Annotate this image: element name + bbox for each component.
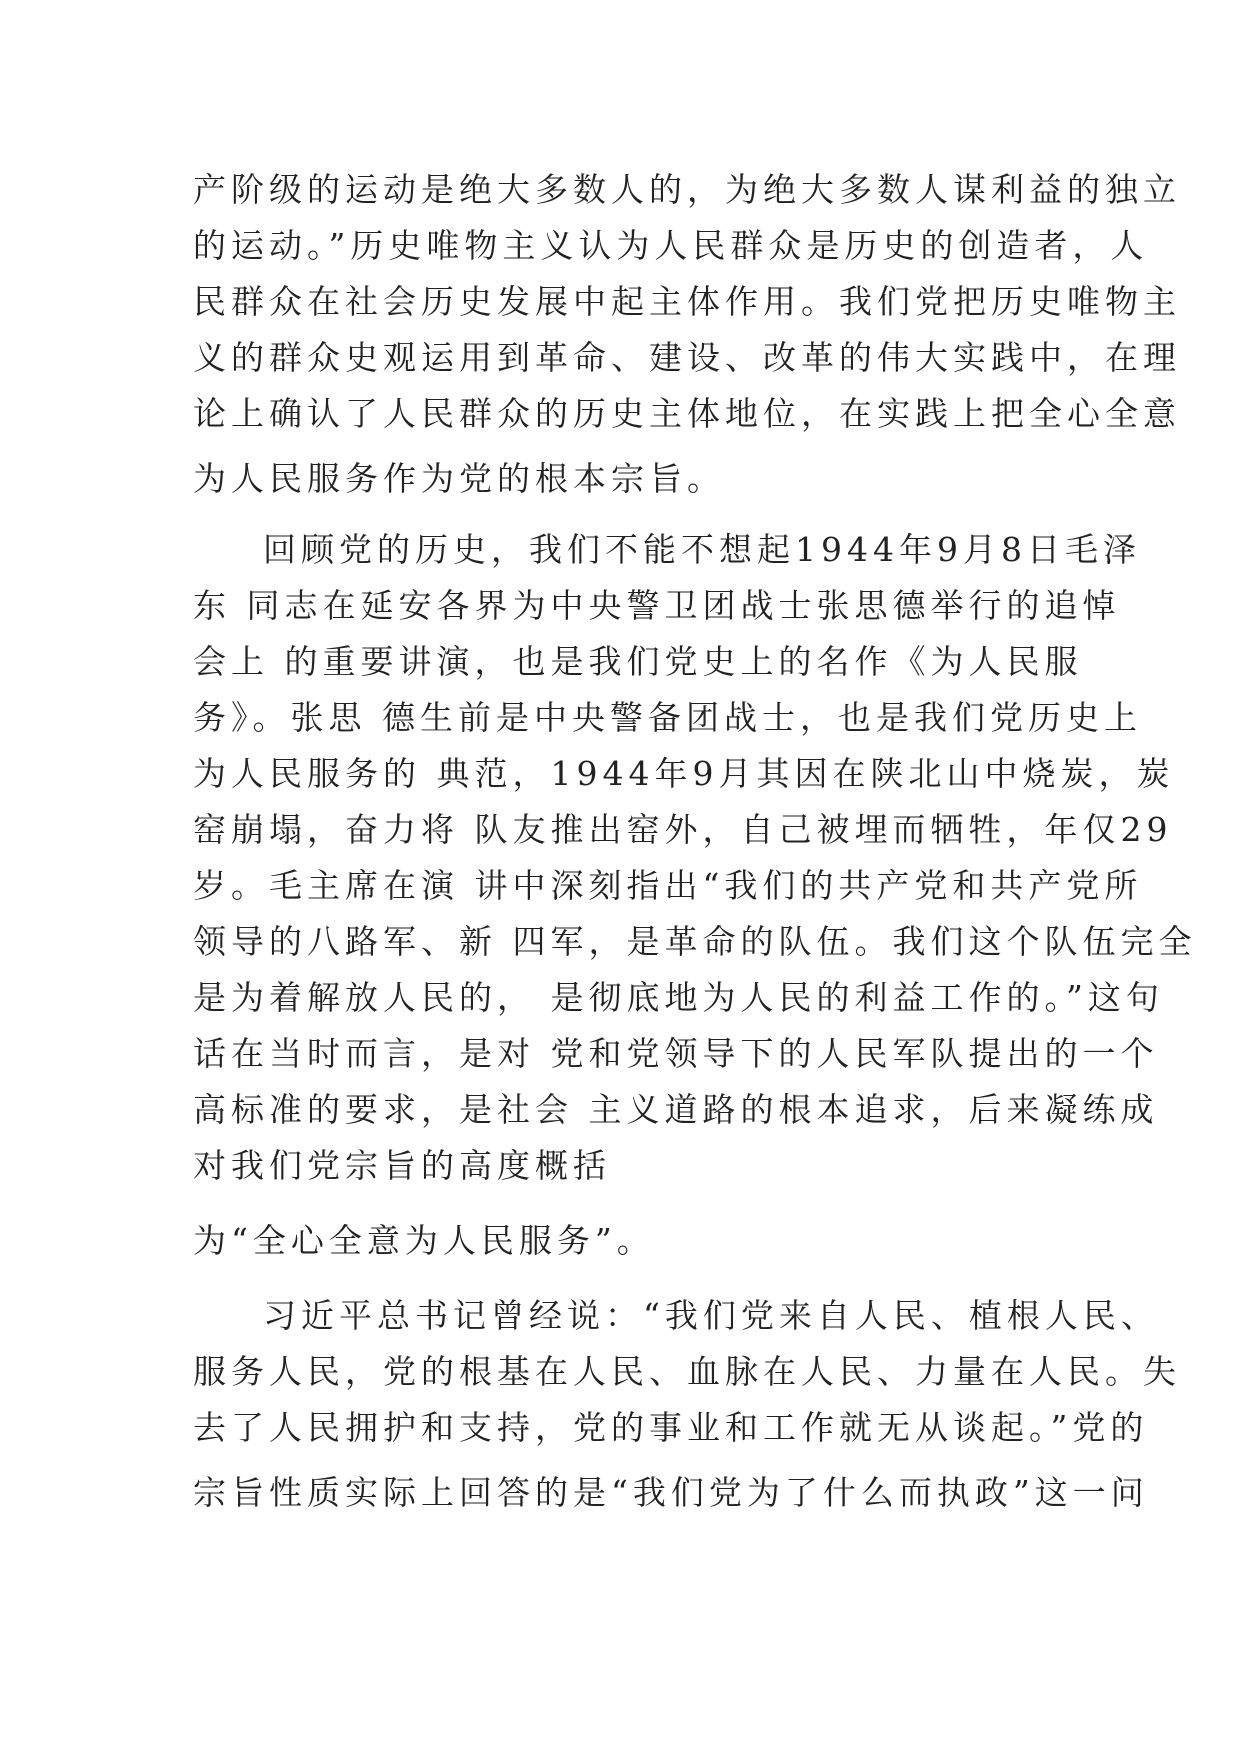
text-line-15: 是为着解放人民的， 是彻底地为人民的利益工作的。”这句: [193, 978, 1164, 1017]
text-line-18: 对我们党宗旨的高度概括: [193, 1146, 611, 1185]
text-line-9: 会上 的重要讲演，也是我们党史上的名作《为人民服: [193, 642, 1083, 681]
text-line-10: 务》。张思 德生前是中央警备团战士，也是我们党历史上: [193, 698, 1142, 737]
text-line-5: 论上确认了人民群众的历史主体地位，在实践上把全心全意: [193, 394, 1181, 433]
text-line-20: 习近平总书记曾经说：“我们党来自人民、植根人民、: [263, 1296, 1159, 1335]
text-line-19: 为“全心全意为人民服务”。: [193, 1221, 655, 1260]
text-line-2: 的运动。”历史唯物主义认为人民群众是历史的创造者，人: [193, 226, 1149, 265]
text-line-22: 去了人民拥护和支持，党的事业和工作就无从谈起。”党的: [193, 1408, 1149, 1447]
text-line-21: 服务人民，党的根基在人民、血脉在人民、力量在人民。失: [193, 1352, 1181, 1391]
text-line-11: 为人民服务的 典范，1944年9月其因在陕北山中烧炭，炭: [193, 754, 1175, 793]
text-line-23: 宗旨性质实际上回答的是“我们党为了什么而执政”这一问: [193, 1473, 1149, 1512]
text-line-8: 东 同志在延安各界为中央警卫团战士张思德举行的追悼: [193, 586, 1121, 625]
text-line-14: 领导的八路军、新 四军，是革命的队伍。我们这个队伍完全: [193, 922, 1197, 961]
text-line-13: 岁。毛主席在演 讲中深刻指出“我们的共产党和共产党所: [193, 866, 1143, 905]
text-line-7: 回顾党的历史，我们不能不想起1944年9月8日毛泽: [263, 530, 1141, 569]
text-line-3: 民群众在社会历史发展中起主体作用。我们党把历史唯物主: [193, 282, 1181, 321]
text-line-1: 产阶级的运动是绝大多数人的，为绝大多数人谋利益的独立: [193, 170, 1181, 209]
text-line-4: 义的群众史观运用到革命、建设、改革的伟大实践中，在理: [193, 338, 1181, 377]
text-line-17: 高标准的要求，是社会 主义道路的根本追求，后来凝练成: [193, 1090, 1159, 1129]
text-line-12: 窑崩塌，奋力将 队友推出窑外，自己被埋而牺牲，年仅29: [193, 810, 1173, 849]
text-line-16: 话在当时而言，是对 党和党领导下的人民军队提出的一个: [193, 1034, 1159, 1073]
text-line-6: 为人民服务作为党的根本宗旨。: [193, 459, 725, 498]
